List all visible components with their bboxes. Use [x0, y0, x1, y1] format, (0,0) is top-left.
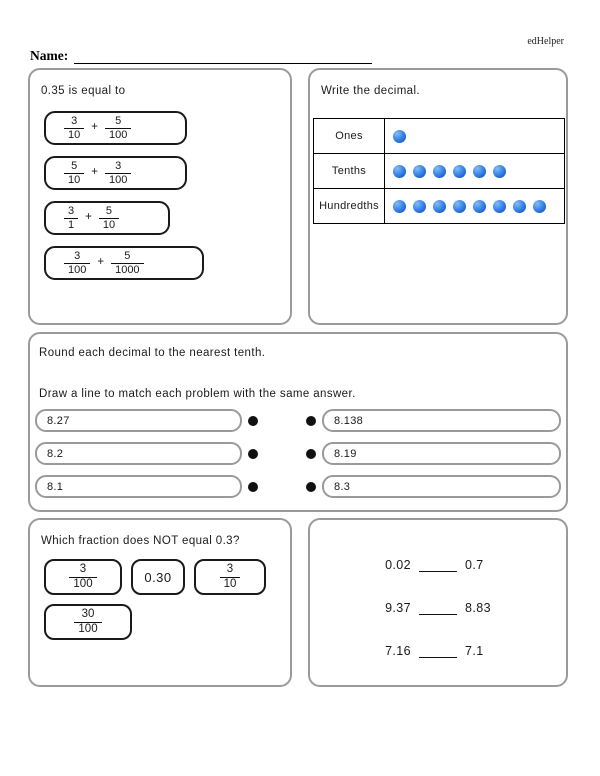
problem-box-equal-to	[28, 68, 292, 325]
name-blank-line	[74, 50, 372, 64]
fraction	[111, 250, 143, 276]
match-right-box[interactable]: 8.138	[322, 409, 561, 432]
fraction	[64, 250, 90, 276]
answer-options	[44, 111, 290, 280]
counter-dot-icon	[453, 165, 466, 178]
numerator: 3	[226, 563, 234, 576]
place-value-table	[313, 118, 565, 224]
fraction	[105, 115, 131, 141]
edhelper-logo: edHelper	[527, 36, 564, 47]
problem-box-round-match	[28, 332, 568, 512]
question-title: Write the decimal.	[321, 85, 421, 97]
fraction-option[interactable]	[44, 559, 122, 595]
compare-rows	[310, 520, 566, 658]
answer-option[interactable]	[44, 246, 204, 280]
problem-box-compare	[308, 518, 568, 687]
match-dot-left-icon[interactable]	[248, 449, 258, 459]
denominator: 100	[64, 263, 90, 277]
compare-row	[310, 601, 566, 615]
compare-left-value: 9.37	[385, 601, 411, 615]
question-title: Which fraction does NOT equal 0.3?	[41, 535, 240, 547]
compare-right-value: 7.1	[465, 644, 484, 658]
match-right-box[interactable]: 8.3	[322, 475, 561, 498]
row-label: Hundredths	[314, 189, 385, 224]
answer-options	[44, 559, 276, 640]
numerator: 3	[68, 204, 75, 217]
denominator: 10	[64, 173, 84, 187]
plus-sign: +	[85, 211, 92, 223]
answer-option[interactable]	[44, 111, 187, 145]
compare-right-value: 8.83	[465, 601, 491, 615]
compare-row	[310, 558, 566, 572]
match-dot-right-icon[interactable]	[306, 416, 316, 426]
counter-dot-icon	[393, 130, 406, 143]
fraction	[69, 563, 96, 590]
match-left-box[interactable]: 8.27	[35, 409, 242, 432]
match-dot-left-icon[interactable]	[248, 482, 258, 492]
answer-option[interactable]	[44, 156, 187, 190]
denominator: 100	[105, 173, 131, 187]
counter-dot-icon	[493, 165, 506, 178]
compare-left-value: 0.02	[385, 558, 411, 572]
fraction	[74, 608, 101, 635]
denominator: 100	[74, 622, 101, 636]
numerator: 30	[81, 608, 95, 621]
numerator: 3	[74, 249, 81, 262]
match-left-box[interactable]: 8.2	[35, 442, 242, 465]
numerator: 5	[124, 249, 131, 262]
fraction-option[interactable]	[194, 559, 266, 595]
counter-dot-icon	[413, 165, 426, 178]
question-title: 0.35 is equal to	[41, 85, 126, 97]
denominator: 10	[99, 218, 119, 232]
table-row	[314, 119, 565, 154]
decimal-value: 0.30	[144, 569, 172, 585]
fraction	[64, 205, 78, 231]
fraction	[64, 160, 84, 186]
denominator: 1	[64, 218, 78, 232]
plus-sign: +	[91, 121, 98, 133]
denominator: 10	[64, 128, 84, 142]
numerator: 5	[105, 204, 113, 217]
counter-dot-icon	[433, 200, 446, 213]
counter-dot-icon	[413, 200, 426, 213]
fraction	[99, 205, 119, 231]
compare-blank-line[interactable]	[419, 602, 457, 615]
denominator: 1000	[111, 263, 143, 277]
numerator: 3	[71, 114, 78, 127]
name-row	[30, 48, 372, 64]
match-dot-right-icon[interactable]	[306, 449, 316, 459]
answer-option[interactable]	[44, 201, 170, 235]
dot-row	[385, 130, 564, 143]
numerator: 3	[79, 563, 87, 576]
match-rows	[30, 409, 566, 498]
row-label: Ones	[314, 119, 385, 154]
plus-sign: +	[91, 166, 98, 178]
table-row	[314, 154, 565, 189]
dot-row	[385, 200, 564, 213]
numerator: 3	[115, 159, 122, 172]
row-label: Tenths	[314, 154, 385, 189]
dot-row	[385, 165, 564, 178]
problem-box-write-decimal	[308, 68, 568, 325]
match-right-box[interactable]: 8.19	[322, 442, 561, 465]
compare-blank-line[interactable]	[419, 645, 457, 658]
question-title: Round each decimal to the nearest tenth.	[39, 347, 266, 359]
denominator: 100	[105, 128, 131, 142]
match-row	[35, 442, 561, 465]
table-row	[314, 189, 565, 224]
compare-blank-line[interactable]	[419, 559, 457, 572]
counter-dot-icon	[533, 200, 546, 213]
numerator: 5	[71, 159, 78, 172]
counter-dot-icon	[433, 165, 446, 178]
fraction	[64, 115, 84, 141]
match-dot-left-icon[interactable]	[248, 416, 258, 426]
decimal-option[interactable]	[131, 559, 185, 595]
compare-row	[310, 644, 566, 658]
match-dot-right-icon[interactable]	[306, 482, 316, 492]
compare-right-value: 0.7	[465, 558, 484, 572]
denominator: 10	[220, 577, 241, 591]
counter-dot-icon	[493, 200, 506, 213]
counter-dot-icon	[453, 200, 466, 213]
denominator: 100	[69, 577, 96, 591]
counter-dot-icon	[473, 165, 486, 178]
counter-dot-icon	[473, 200, 486, 213]
match-row	[35, 409, 561, 432]
problem-box-not-equal	[28, 518, 292, 687]
fraction-option[interactable]	[44, 604, 132, 640]
counter-dot-icon	[513, 200, 526, 213]
counter-dot-icon	[393, 200, 406, 213]
compare-left-value: 7.16	[385, 644, 411, 658]
match-row	[35, 475, 561, 498]
numerator: 5	[115, 114, 122, 127]
name-label: Name:	[30, 48, 69, 63]
counter-dot-icon	[393, 165, 406, 178]
instruction: Draw a line to match each problem with the same answer.	[39, 388, 356, 400]
fraction	[220, 563, 241, 590]
match-left-box[interactable]: 8.1	[35, 475, 242, 498]
fraction	[105, 160, 131, 186]
plus-sign: +	[97, 256, 105, 268]
